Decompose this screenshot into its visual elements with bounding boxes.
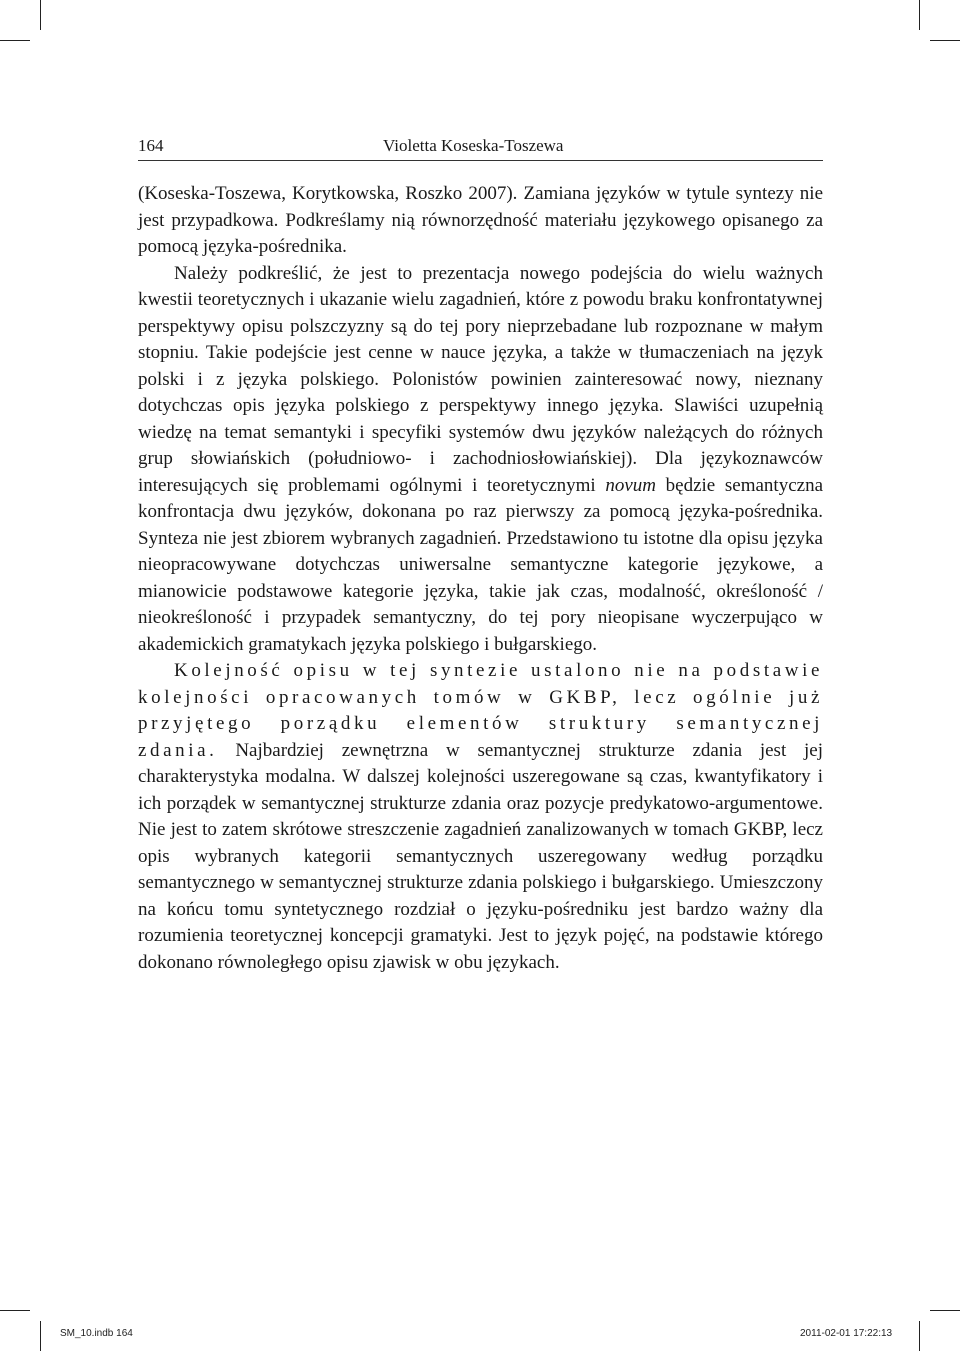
- crop-mark: [919, 1321, 920, 1351]
- paragraph-3: [138, 658, 823, 976]
- paragraph-1: (Koseska-Toszewa, Korytkowska, Roszko 2007). Zamiana języków w tytule syntezy nie jest przypadkowa. Podkreślamy nią równorzędność materiału językowego opisanego za pomocą języka-pośrednika.: [138, 183, 823, 257]
- running-header: [138, 134, 823, 161]
- crop-mark: [930, 40, 960, 41]
- paragraph-2: [138, 261, 823, 659]
- page-number: 164: [138, 136, 164, 155]
- paragraph-2-continuation: będzie semantyczna konfrontacja dwu języków, dokonana po raz pierwszy za pomocą języka-pośrednika. Synteza nie jest zbiorem wybranych zagadnień. Przedstawiono tu istotne dla opisu języka nieopracowywane dotychczas uniwersalne semantyczne kategorie językowe, a mianowicie podstawowe kategorie języka, takie jak czas, modalność, określoność / nieokreśloność i przypadek semantyczny, do tej pory nieopisane wyczerpująco w akademickich gramatykach języka polskiego i bułgarskiego.: [138, 474, 824, 655]
- crop-mark: [40, 0, 41, 30]
- italic-term: novum: [605, 474, 656, 496]
- body-text: [138, 181, 823, 976]
- file-name: SM_10.indb 164: [60, 1328, 133, 1339]
- paragraph-3-continuation: Najbardziej zewnętrzna w semantycznej strukturze zdania jest jej charakterystyka modalna. W dalszej kolejności uszeregowane są czas, kwantyfikatory i ich porządek w semantycznej strukturze zdania oraz pozycje predykatowo-argumentowe. Nie jest to zatem skrótowe streszczenie zagadnień zanalizowanych w tomach GKBP, lecz opis wybranych kategorii semantycznych uszeregowany według porządku semantycznego w semantycznej strukturze zdania polskiego i bułgarskiego. Umieszczony na końcu tomu syntetycznego rozdział o języku-pośredniku jest bardzo ważny dla rozumienia teoretycznej koncepcji gramatyki. Jest to język pojęć, na podstawie którego dokonano równoległego opisu zjawisk w obu językach.: [138, 739, 824, 973]
- emphasized-text: Kolejność opisu w tej syntezie ustalono nie na podstawie kolejności opracowanych tomów w GKBP, lecz ogólnie już przyjętego porządku elementów struktury semantycznej zdania.: [138, 660, 823, 761]
- paragraph-2-text: Należy podkreślić, że jest to prezentacja nowego podejścia do wielu ważnych kwestii teoretycznych i ukazanie wielu zagadnień, które z powodu braku konfrontatywnej perspektywy opisu polszczyzny są do tej pory nieprzebadane lub rozpoznane w małym stopniu. Takie podejście jest cenne w nauce języka, a także w tłumaczeniach na język polski i z języka polskiego. Polonistów powinien zainteresować nowy, nieznany dotychczas opis języka polskiego z perspektywy innego języka. Slawiści uzupełnią wiedzę na temat semantyki i specyfiki systemów dwu języków należących do różnych grup słowiańskich (południowo- i zachodniosłowiańskiej). Dla językoznawców interesujących się problemami ogólnymi i teoretycznymi: [138, 262, 823, 496]
- crop-mark: [930, 1310, 960, 1311]
- crop-mark: [0, 1310, 30, 1311]
- print-timestamp: 2011-02-01 17:22:13: [800, 1328, 893, 1339]
- crop-mark: [0, 40, 30, 41]
- crop-mark: [919, 0, 920, 30]
- crop-mark: [40, 1321, 41, 1351]
- running-title: Violetta Koseska-Toszewa: [383, 136, 564, 155]
